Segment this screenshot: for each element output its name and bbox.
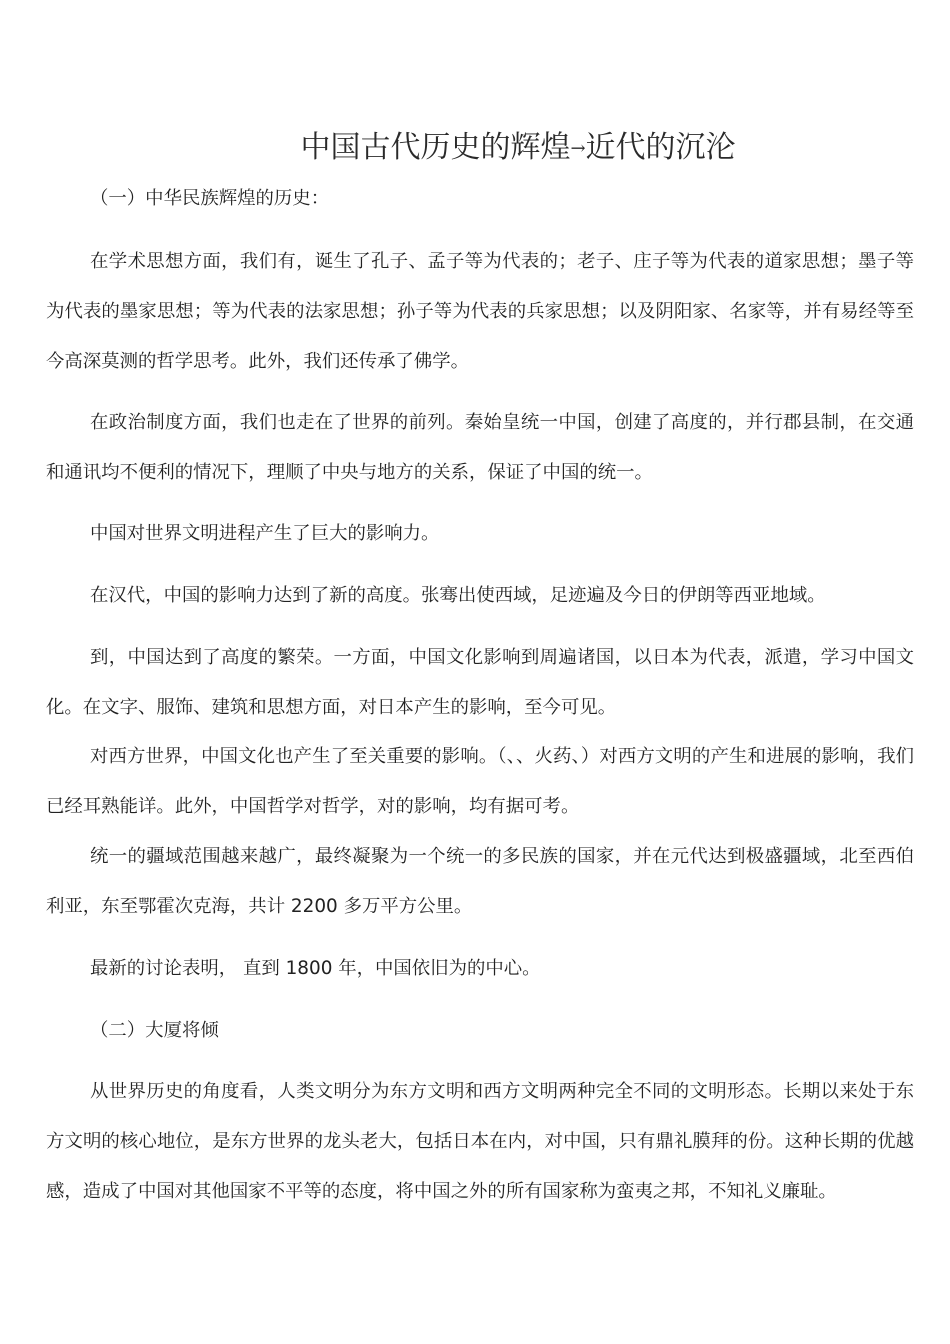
section-heading-2: （二）大厦将倾 (90, 1020, 219, 1041)
title-part-2: 近代的沉沦 (585, 130, 736, 165)
document-title (0, 128, 950, 169)
paragraph-western-world: 对西方世界，中国文化也产生了至关重要的影响。（、、火药、）对西方文明的产生和进展的影响，我们已经耳熟能详。此外，中国哲学对哲学，对的影响，均有据可考。 (46, 746, 914, 817)
paragraph-territory: 统一的疆域范围越来越广，最终凝聚为一个统一的多民族的国家，并在元代达到极盛疆域，北至西伯利亚，东至鄂霍次克海，共计 2200 多万平方公里。 (46, 846, 914, 917)
paragraph-world-influence: 中国对世界文明进程产生了巨大的影响力。 (90, 523, 440, 544)
paragraph-political-system: 在政治制度方面，我们也走在了世界的前列。秦始皇统一中国，创建了高度的，并行郡县制，在交通和通讯均不便利的情况下，理顺了中央与地方的关系，保证了中国的统一。 (46, 412, 914, 483)
paragraph-prosperity: 到，中国达到了高度的繁荣。一方面，中国文化影响到周遍诸国，以日本为代表，派遣，学习中国文化。在文字、服饰、建筑和思想方面，对日本产生的影响，至今可见。 (46, 647, 914, 718)
section-heading-1: （一）中华民族辉煌的历史： (90, 188, 330, 209)
paragraph-academic-thought: 在学术思想方面，我们有，诞生了孔子、孟子等为代表的；老子、庄子等为代表的道家思想；墨子等为代表的墨家思想；等为代表的法家思想；孙子等为代表的兵家思想；以及阴阳家、名家等，并有易经等至今高深莫测的哲学思考。此外，我们还传承了佛学。 (46, 251, 914, 372)
paragraph-han-dynasty: 在汉代，中国的影响力达到了新的高度。张骞出使西域，足迹遍及今日的伊朗等西亚地域。 (90, 585, 826, 606)
paragraph-latest-research: 最新的讨论表明， 直到 1800 年，中国依旧为的中心。 (90, 958, 541, 979)
title-part-1: 中国古代历史的辉煌 (300, 130, 571, 165)
paragraph-east-west-civilization: 从世界历史的角度看，人类文明分为东方文明和西方文明两种完全不同的文明形态。长期以来处于东方文明的核心地位，是东方世界的龙头老大，包括日本在内，对中国，只有鼎礼膜拜的份。这种长期的优越感，造成了中国对其他国家不平等的态度，将中国之外的所有国家称为蛮夷之邦，不知礼义廉耻。 (46, 1081, 914, 1202)
arrow-right-icon: → (570, 138, 586, 159)
